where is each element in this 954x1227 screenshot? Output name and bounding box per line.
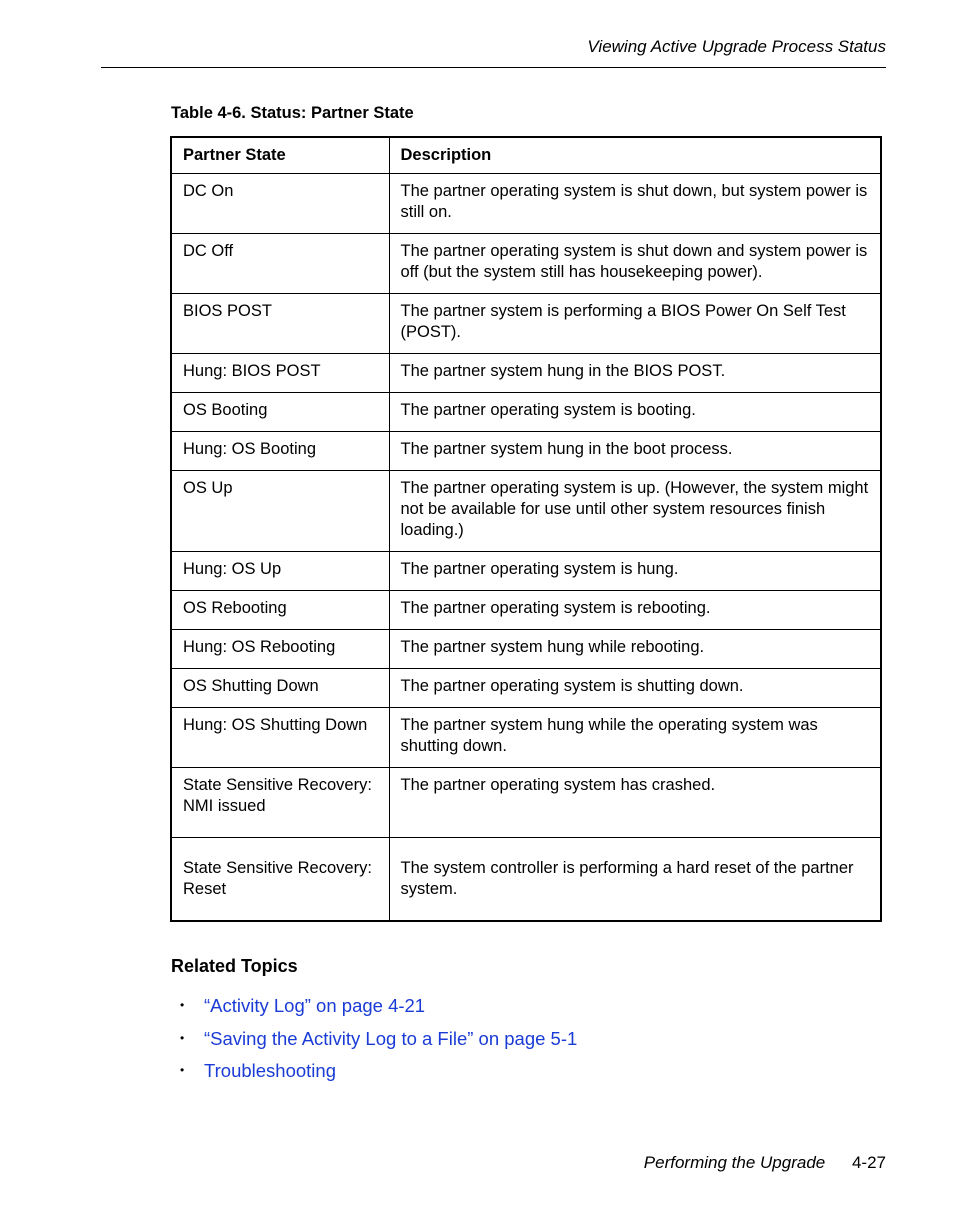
- table-row: [171, 432, 881, 471]
- link-saving-activity-log[interactable]: “Saving the Activity Log to a File” on page 5-1: [204, 1027, 578, 1049]
- page-number: 4-27: [851, 1153, 886, 1172]
- bullet-icon: •: [180, 1030, 185, 1045]
- description-cell: The partner system hung in the boot process.: [389, 432, 881, 471]
- description-cell: The partner operating system is shutting down.: [389, 669, 881, 708]
- table-row: [171, 471, 881, 552]
- running-header: Viewing Active Upgrade Process Status: [587, 37, 886, 56]
- table-row: [171, 234, 881, 294]
- table-row: [171, 708, 881, 768]
- state-cell: Hung: BIOS POST: [171, 354, 389, 393]
- partner-state-table: [170, 136, 882, 922]
- description-cell: The partner system hung in the BIOS POST.: [389, 354, 881, 393]
- column-header-description: Description: [389, 137, 881, 174]
- footer-section-title: Performing the Upgrade: [643, 1153, 826, 1172]
- description-cell: The partner system hung while the operating system was shutting down.: [389, 708, 881, 768]
- description-cell: The partner operating system has crashed.: [389, 768, 881, 838]
- table-row: [171, 630, 881, 669]
- state-cell: DC On: [171, 174, 389, 234]
- table-caption: Table 4-6. Status: Partner State: [171, 104, 414, 122]
- description-cell: The system controller is performing a hard reset of the partner system.: [389, 838, 881, 922]
- related-topics-list: [180, 995, 577, 1093]
- table-row: [171, 768, 881, 838]
- table-row: [171, 838, 881, 922]
- state-cell: OS Up: [171, 471, 389, 552]
- list-item: [180, 995, 577, 1028]
- state-cell: BIOS POST: [171, 294, 389, 354]
- bullet-icon: •: [180, 998, 185, 1012]
- description-cell: The partner operating system is shut down and system power is off (but the system still has housekeeping power).: [389, 234, 881, 294]
- table-row: [171, 354, 881, 393]
- state-cell: State Sensitive Recovery: Reset: [171, 838, 389, 922]
- link-troubleshooting[interactable]: Troubleshooting: [204, 1060, 336, 1081]
- state-cell: Hung: OS Rebooting: [171, 630, 389, 669]
- table-row: [171, 669, 881, 708]
- link-activity-log[interactable]: “Activity Log” on page 4-21: [204, 995, 426, 1016]
- bullet-icon: •: [180, 1063, 185, 1077]
- description-cell: The partner operating system is rebooting.: [389, 591, 881, 630]
- list-item: [180, 1060, 577, 1093]
- state-cell: Hung: OS Booting: [171, 432, 389, 471]
- table-header-row: [171, 137, 881, 174]
- table-row: [171, 591, 881, 630]
- description-cell: The partner operating system is hung.: [389, 552, 881, 591]
- state-cell: OS Booting: [171, 393, 389, 432]
- state-cell: Hung: OS Up: [171, 552, 389, 591]
- table-row: [171, 174, 881, 234]
- description-cell: The partner system hung while rebooting.: [389, 630, 881, 669]
- header-divider: [101, 67, 886, 68]
- list-item: [180, 1028, 577, 1061]
- column-header-partner-state: Partner State: [171, 137, 389, 174]
- table-row: [171, 294, 881, 354]
- description-cell: The partner operating system is up. (However, the system might not be available for use until other system resources finish loading.): [389, 471, 881, 552]
- table-row: [171, 552, 881, 591]
- state-cell: State Sensitive Recovery: NMI issued: [171, 768, 389, 838]
- state-cell: OS Rebooting: [171, 591, 389, 630]
- state-cell: DC Off: [171, 234, 389, 294]
- state-cell: Hung: OS Shutting Down: [171, 708, 389, 768]
- table-row: [171, 393, 881, 432]
- description-cell: The partner system is performing a BIOS Power On Self Test (POST).: [389, 294, 881, 354]
- related-topics-heading: Related Topics: [171, 956, 298, 976]
- page-footer: [644, 1153, 886, 1173]
- description-cell: The partner operating system is shut down, but system power is still on.: [389, 174, 881, 234]
- description-cell: The partner operating system is booting.: [389, 393, 881, 432]
- state-cell: OS Shutting Down: [171, 669, 389, 708]
